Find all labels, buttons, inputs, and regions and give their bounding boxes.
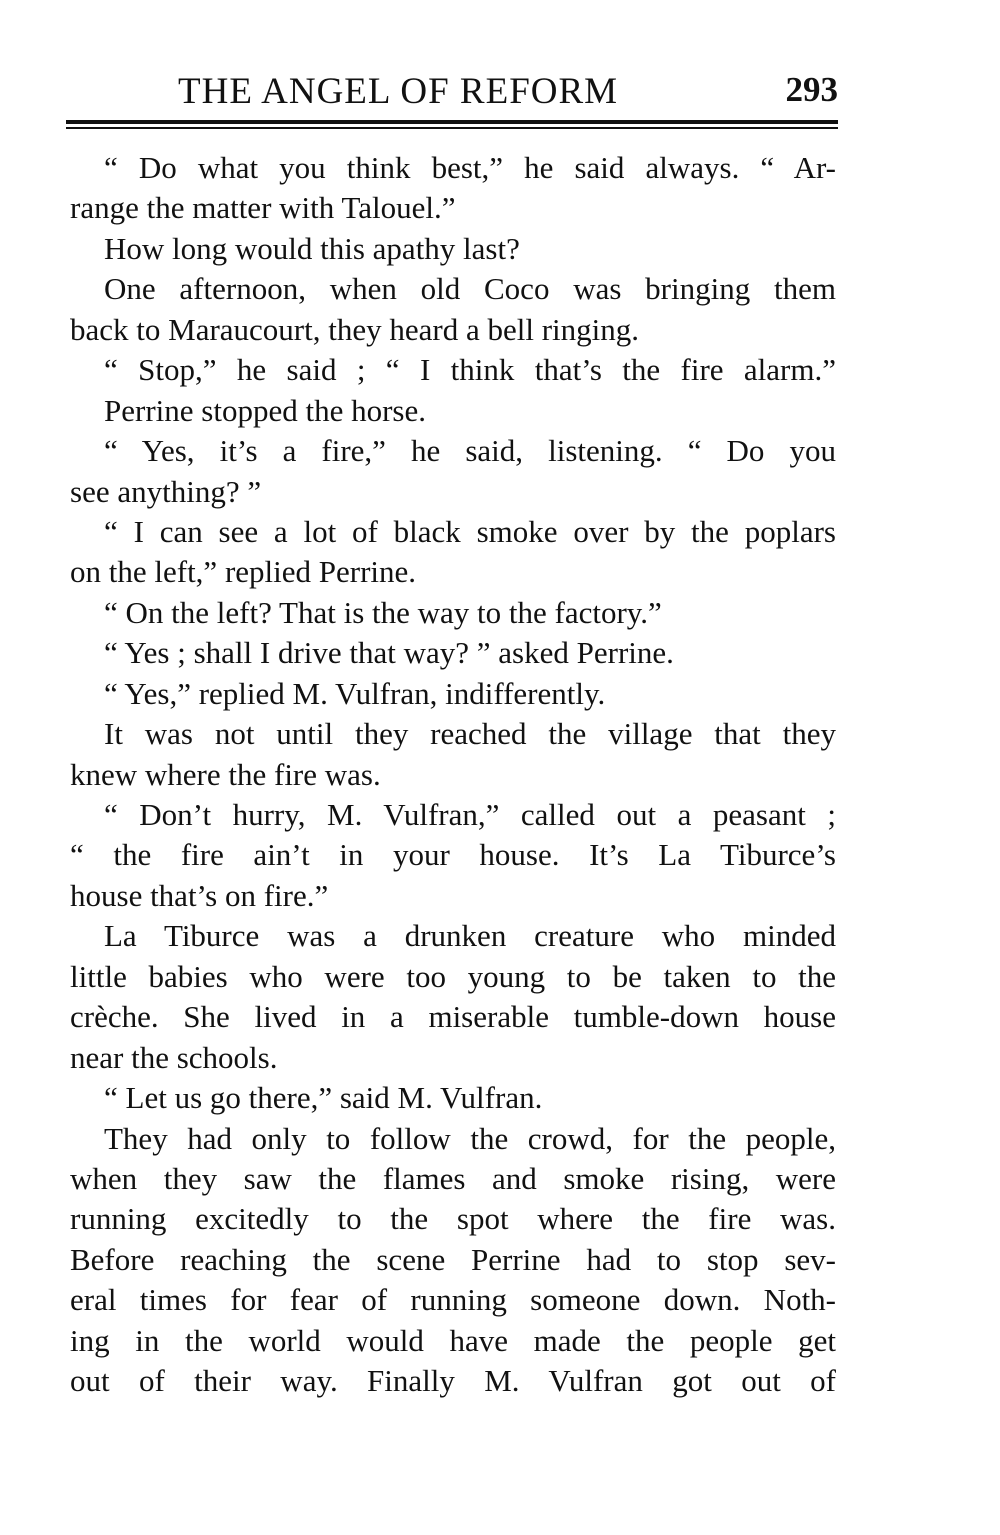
running-head [70,70,838,120]
text-line: crèche. She lived in a miserable tumble-down house [70,999,836,1035]
text-line: “ Do what you think best,” he said always. “ Ar- [104,150,836,185]
text-line: running excitedly to the spot where the fire was. [70,1201,836,1237]
text-line: How long would this apathy last? [104,230,520,266]
text-line: Before reaching the scene Perrine had to stop sev- [70,1241,836,1277]
text-line: back to Maraucourt, they heard a bell ringing. [70,311,639,347]
text-line: “ Stop,” he said ; “ I think that’s the fire alarm.” [104,352,836,388]
text-line: “ Yes, it’s a fire,” he said, listening. “ Do you [104,433,836,469]
text-line: see anything? ” [70,473,262,509]
text-line: It was not until they reached the village that they [104,716,836,752]
text-line: out of their way. Finally M. Vulfran got out of [70,1363,836,1399]
text-line: They had only to follow the crowd, for the people, [104,1120,836,1156]
text-line: when they saw the flames and smoke rising, were [70,1160,836,1196]
text-line: “ Don’t hurry, M. Vulfran,” called out a peasant ; [104,797,836,832]
running-title: THE ANGEL OF REFORM [178,71,619,112]
text-line: eral times for fear of running someone down. Noth- [70,1282,836,1318]
text-line: “ Yes,” replied M. Vulfran, indifferently. [104,675,606,711]
text-line: “ On the left? That is the way to the factory.” [104,594,662,630]
text-line: “ I can see a lot of black smoke over by the poplars [104,513,836,549]
header-rule-thick [66,120,838,124]
text-line: “ Let us go there,” said M. Vulfran. [104,1080,543,1116]
text-line: La Tiburce was a drunken creature who minded [104,918,836,954]
text-line: knew where the fire was. [70,756,381,792]
text-line: “ Yes ; shall I drive that way? ” asked Perrine. [104,635,674,671]
text-line: near the schools. [70,1039,278,1075]
text-line: on the left,” replied Perrine. [70,554,417,590]
text-line: ing in the world would have made the people get [70,1322,836,1358]
text-line: “ the fire ain’t in your house. It’s La Tiburce’s [70,837,836,873]
body-text [70,148,836,1402]
page-number: 293 [785,70,838,109]
text-line: One afternoon, when old Coco was bringing them [104,271,836,307]
text-line: house that’s on fire.” [70,877,329,913]
text-line: Perrine stopped the horse. [104,392,426,428]
header-rule-thin [66,127,838,129]
text-line: range the matter with Talouel.” [70,190,456,226]
text-line: little babies who were too young to be taken to the [70,958,836,994]
